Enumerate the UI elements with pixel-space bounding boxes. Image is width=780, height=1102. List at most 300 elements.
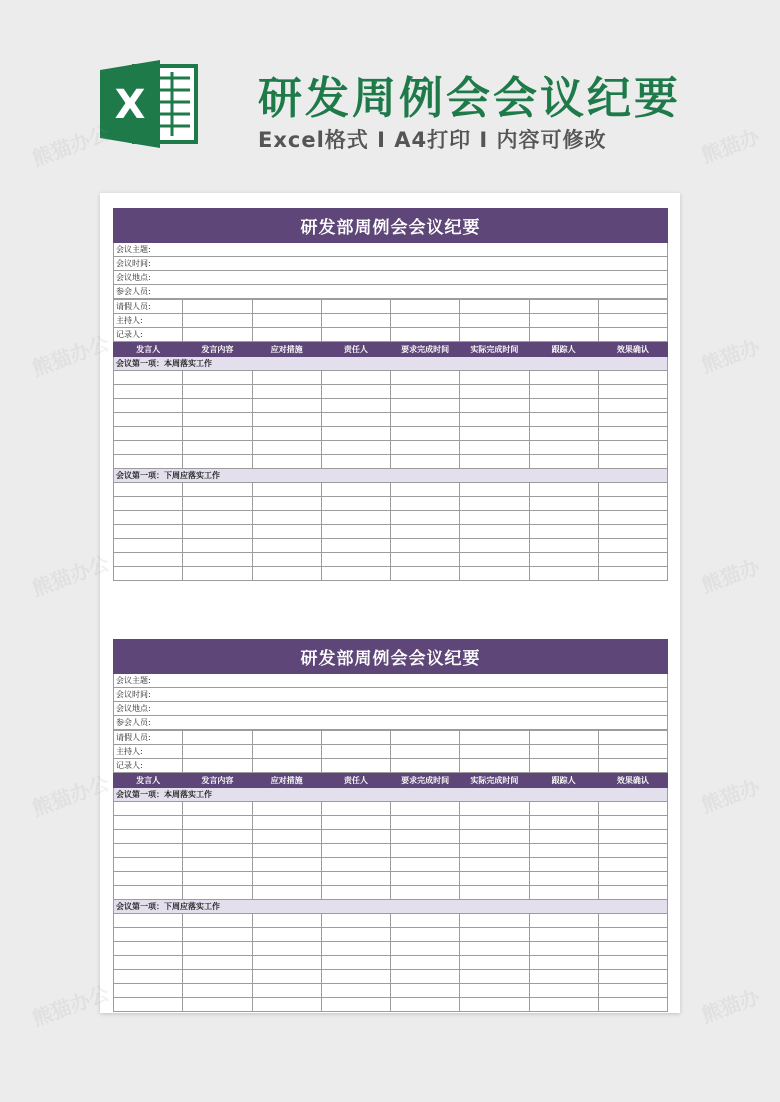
cell[interactable] <box>529 413 598 427</box>
cell[interactable] <box>391 525 460 539</box>
cell[interactable] <box>183 970 252 984</box>
cell[interactable] <box>183 998 252 1012</box>
cell[interactable] <box>183 745 252 759</box>
cell[interactable] <box>598 886 667 900</box>
cell[interactable] <box>529 802 598 816</box>
cell[interactable] <box>529 399 598 413</box>
cell[interactable] <box>183 525 252 539</box>
cell[interactable] <box>460 314 529 328</box>
cell[interactable] <box>460 886 529 900</box>
cell[interactable] <box>391 816 460 830</box>
cell[interactable] <box>252 956 321 970</box>
cell[interactable] <box>529 300 598 314</box>
cell[interactable] <box>252 328 321 342</box>
cell[interactable] <box>598 497 667 511</box>
column-header-row <box>114 342 668 357</box>
cell[interactable] <box>114 371 183 385</box>
cell[interactable] <box>529 745 598 759</box>
cell[interactable] <box>529 539 598 553</box>
cell[interactable] <box>183 928 252 942</box>
cell[interactable] <box>529 830 598 844</box>
cell[interactable] <box>391 844 460 858</box>
cell[interactable] <box>114 956 183 970</box>
cell[interactable] <box>598 567 667 581</box>
cell[interactable] <box>460 427 529 441</box>
cell[interactable] <box>183 385 252 399</box>
cell[interactable] <box>114 539 183 553</box>
cell[interactable] <box>529 844 598 858</box>
cell[interactable] <box>598 914 667 928</box>
cell[interactable] <box>529 385 598 399</box>
cell[interactable] <box>460 942 529 956</box>
cell[interactable] <box>114 998 183 1012</box>
table-row <box>114 441 668 455</box>
cell[interactable] <box>391 970 460 984</box>
table-row <box>114 539 668 553</box>
cell[interactable] <box>598 539 667 553</box>
table-row <box>114 455 668 469</box>
cell[interactable] <box>114 942 183 956</box>
cell[interactable] <box>529 872 598 886</box>
cell[interactable] <box>529 427 598 441</box>
cell[interactable] <box>183 759 252 773</box>
cell[interactable] <box>321 872 390 886</box>
cell[interactable] <box>114 914 183 928</box>
cell[interactable] <box>114 455 183 469</box>
cell[interactable] <box>460 300 529 314</box>
cell[interactable] <box>252 455 321 469</box>
cell[interactable] <box>529 956 598 970</box>
cell[interactable] <box>114 441 183 455</box>
cell[interactable] <box>252 858 321 872</box>
info-row: 会议主题: <box>113 674 668 688</box>
cell[interactable] <box>460 956 529 970</box>
cell[interactable] <box>321 816 390 830</box>
cell[interactable] <box>252 886 321 900</box>
cell[interactable] <box>183 427 252 441</box>
cell[interactable] <box>598 956 667 970</box>
cell[interactable] <box>252 427 321 441</box>
cell[interactable] <box>598 553 667 567</box>
cell[interactable] <box>114 816 183 830</box>
cell[interactable] <box>114 872 183 886</box>
cell[interactable] <box>391 413 460 427</box>
cell[interactable] <box>529 328 598 342</box>
cell[interactable] <box>391 511 460 525</box>
cell[interactable] <box>183 371 252 385</box>
cell[interactable] <box>598 759 667 773</box>
cell[interactable] <box>598 731 667 745</box>
cell[interactable] <box>183 731 252 745</box>
table-row <box>114 553 668 567</box>
cell[interactable] <box>321 759 390 773</box>
cell[interactable] <box>460 872 529 886</box>
cell[interactable] <box>114 802 183 816</box>
cell[interactable] <box>252 731 321 745</box>
cell[interactable] <box>460 385 529 399</box>
cell[interactable] <box>114 567 183 581</box>
cell[interactable] <box>529 928 598 942</box>
cell[interactable] <box>598 830 667 844</box>
minutes-table <box>113 299 668 581</box>
cell[interactable] <box>114 928 183 942</box>
cell[interactable] <box>391 858 460 872</box>
cell[interactable] <box>321 745 390 759</box>
cell[interactable] <box>252 984 321 998</box>
cell[interactable] <box>321 970 390 984</box>
cell[interactable] <box>460 928 529 942</box>
cell[interactable] <box>460 441 529 455</box>
cell[interactable] <box>321 399 390 413</box>
cell[interactable] <box>391 300 460 314</box>
cell[interactable] <box>321 998 390 1012</box>
cell[interactable] <box>321 553 390 567</box>
cell[interactable] <box>460 525 529 539</box>
cell[interactable] <box>391 539 460 553</box>
cell[interactable] <box>598 802 667 816</box>
cell[interactable] <box>460 497 529 511</box>
cell[interactable] <box>460 399 529 413</box>
cell[interactable] <box>183 300 252 314</box>
cell[interactable] <box>321 413 390 427</box>
table-row <box>114 385 668 399</box>
cell[interactable] <box>183 314 252 328</box>
cell[interactable] <box>391 759 460 773</box>
cell[interactable] <box>114 830 183 844</box>
cell[interactable] <box>529 984 598 998</box>
cell[interactable] <box>321 942 390 956</box>
cell[interactable] <box>460 844 529 858</box>
cell[interactable] <box>183 830 252 844</box>
cell[interactable] <box>183 816 252 830</box>
cell[interactable] <box>598 455 667 469</box>
cell[interactable] <box>391 928 460 942</box>
cell[interactable] <box>321 731 390 745</box>
cell[interactable] <box>598 328 667 342</box>
column-header: 应对措施 <box>252 773 321 788</box>
cell[interactable] <box>391 942 460 956</box>
cell[interactable] <box>321 567 390 581</box>
cell[interactable] <box>529 511 598 525</box>
cell[interactable] <box>321 886 390 900</box>
cell[interactable] <box>460 984 529 998</box>
cell[interactable] <box>391 385 460 399</box>
cell[interactable] <box>598 525 667 539</box>
cell[interactable] <box>529 886 598 900</box>
cell[interactable] <box>252 745 321 759</box>
cell[interactable] <box>460 455 529 469</box>
cell[interactable] <box>321 314 390 328</box>
cell[interactable] <box>114 844 183 858</box>
cell[interactable] <box>252 816 321 830</box>
cell[interactable] <box>321 511 390 525</box>
cell[interactable] <box>321 525 390 539</box>
cell[interactable] <box>321 371 390 385</box>
people-row <box>114 328 668 342</box>
cell[interactable] <box>321 956 390 970</box>
cell[interactable] <box>529 816 598 830</box>
table-row <box>114 483 668 497</box>
cell[interactable] <box>114 858 183 872</box>
cell: 记录人: <box>114 759 183 773</box>
cell[interactable] <box>252 539 321 553</box>
cell[interactable] <box>598 413 667 427</box>
cell[interactable] <box>321 427 390 441</box>
cell[interactable] <box>391 914 460 928</box>
page-header <box>0 0 780 190</box>
section-label: 会议第一项：本周落实工作 <box>114 788 668 802</box>
cell[interactable] <box>460 816 529 830</box>
cell[interactable] <box>114 399 183 413</box>
cell[interactable] <box>114 497 183 511</box>
cell[interactable] <box>460 539 529 553</box>
cell[interactable] <box>252 399 321 413</box>
cell[interactable] <box>183 858 252 872</box>
info-row: 会议主题: <box>113 243 668 257</box>
cell[interactable] <box>460 413 529 427</box>
cell[interactable] <box>252 483 321 497</box>
cell[interactable] <box>391 956 460 970</box>
cell[interactable] <box>460 802 529 816</box>
cell[interactable] <box>598 511 667 525</box>
cell[interactable] <box>529 914 598 928</box>
cell[interactable] <box>391 328 460 342</box>
cell[interactable] <box>183 872 252 886</box>
cell[interactable] <box>321 928 390 942</box>
cell[interactable] <box>183 441 252 455</box>
cell[interactable] <box>391 998 460 1012</box>
cell[interactable] <box>529 970 598 984</box>
cell[interactable] <box>183 328 252 342</box>
cell[interactable] <box>391 441 460 455</box>
cell[interactable] <box>183 399 252 413</box>
cell[interactable] <box>529 942 598 956</box>
cell[interactable] <box>598 816 667 830</box>
cell[interactable] <box>321 830 390 844</box>
section-label: 会议第一项：下周应落实工作 <box>114 900 668 914</box>
cell[interactable] <box>529 314 598 328</box>
cell[interactable] <box>252 553 321 567</box>
cell[interactable] <box>183 497 252 511</box>
cell[interactable] <box>183 483 252 497</box>
cell[interactable] <box>460 914 529 928</box>
cell[interactable] <box>598 998 667 1012</box>
cell[interactable] <box>114 511 183 525</box>
cell[interactable] <box>321 483 390 497</box>
cell[interactable] <box>460 553 529 567</box>
cell[interactable] <box>183 956 252 970</box>
cell[interactable] <box>321 441 390 455</box>
cell[interactable] <box>252 413 321 427</box>
cell[interactable] <box>114 483 183 497</box>
people-row <box>114 759 668 773</box>
cell[interactable] <box>598 928 667 942</box>
cell[interactable] <box>460 511 529 525</box>
cell[interactable] <box>598 385 667 399</box>
cell[interactable] <box>114 525 183 539</box>
cell[interactable] <box>321 455 390 469</box>
cell[interactable] <box>529 455 598 469</box>
cell[interactable] <box>391 872 460 886</box>
cell[interactable] <box>460 745 529 759</box>
cell[interactable] <box>252 511 321 525</box>
minutes-sheet-1 <box>113 208 668 581</box>
cell[interactable] <box>183 914 252 928</box>
cell[interactable] <box>391 399 460 413</box>
column-header: 应对措施 <box>252 342 321 357</box>
cell[interactable] <box>598 858 667 872</box>
cell[interactable] <box>391 830 460 844</box>
cell[interactable] <box>252 525 321 539</box>
table-row <box>114 872 668 886</box>
cell[interactable] <box>252 759 321 773</box>
cell[interactable] <box>183 942 252 956</box>
cell[interactable] <box>460 830 529 844</box>
cell[interactable] <box>529 371 598 385</box>
cell[interactable] <box>252 802 321 816</box>
cell[interactable] <box>183 844 252 858</box>
cell[interactable] <box>321 539 390 553</box>
cell[interactable] <box>391 731 460 745</box>
cell[interactable] <box>252 314 321 328</box>
cell[interactable] <box>252 567 321 581</box>
cell[interactable] <box>529 567 598 581</box>
cell[interactable] <box>460 328 529 342</box>
cell[interactable] <box>391 497 460 511</box>
cell[interactable] <box>460 567 529 581</box>
cell[interactable] <box>391 371 460 385</box>
cell[interactable] <box>598 300 667 314</box>
cell[interactable] <box>460 998 529 1012</box>
cell: 请假人员: <box>114 300 183 314</box>
cell[interactable] <box>252 844 321 858</box>
cell[interactable] <box>598 399 667 413</box>
cell[interactable] <box>460 731 529 745</box>
cell[interactable] <box>252 942 321 956</box>
cell[interactable] <box>598 427 667 441</box>
cell[interactable] <box>183 553 252 567</box>
cell[interactable] <box>529 759 598 773</box>
cell[interactable] <box>598 745 667 759</box>
cell[interactable] <box>321 914 390 928</box>
cell[interactable] <box>321 844 390 858</box>
cell[interactable] <box>391 567 460 581</box>
table-row <box>114 844 668 858</box>
cell[interactable] <box>529 998 598 1012</box>
cell[interactable] <box>460 371 529 385</box>
cell[interactable] <box>183 539 252 553</box>
column-header: 实际完成时间 <box>460 773 529 788</box>
cell[interactable] <box>114 984 183 998</box>
cell[interactable] <box>252 970 321 984</box>
cell[interactable] <box>598 872 667 886</box>
cell[interactable] <box>183 511 252 525</box>
cell[interactable] <box>321 385 390 399</box>
cell[interactable] <box>460 858 529 872</box>
section-row <box>114 900 668 914</box>
cell[interactable] <box>114 413 183 427</box>
cell[interactable] <box>391 984 460 998</box>
cell[interactable] <box>252 914 321 928</box>
cell[interactable] <box>598 371 667 385</box>
cell[interactable] <box>391 427 460 441</box>
cell[interactable] <box>321 497 390 511</box>
cell[interactable] <box>460 759 529 773</box>
cell[interactable] <box>183 802 252 816</box>
cell[interactable] <box>183 567 252 581</box>
cell[interactable] <box>321 328 390 342</box>
cell[interactable] <box>321 984 390 998</box>
cell[interactable] <box>321 858 390 872</box>
cell[interactable] <box>391 455 460 469</box>
cell[interactable] <box>598 942 667 956</box>
cell[interactable] <box>529 553 598 567</box>
table-row <box>114 886 668 900</box>
page-subtitle: Excel格式 I A4打印 I 内容可修改 <box>258 128 607 152</box>
cell[interactable] <box>252 497 321 511</box>
cell[interactable] <box>114 385 183 399</box>
cell[interactable] <box>252 371 321 385</box>
cell[interactable] <box>252 441 321 455</box>
cell[interactable] <box>529 858 598 872</box>
cell[interactable] <box>183 455 252 469</box>
cell[interactable] <box>529 731 598 745</box>
cell[interactable] <box>183 984 252 998</box>
cell[interactable] <box>460 483 529 497</box>
cell[interactable] <box>460 970 529 984</box>
table-row <box>114 399 668 413</box>
cell[interactable] <box>252 300 321 314</box>
cell[interactable] <box>391 745 460 759</box>
cell[interactable] <box>529 525 598 539</box>
table-row <box>114 525 668 539</box>
cell[interactable] <box>183 413 252 427</box>
cell[interactable] <box>598 441 667 455</box>
cell[interactable] <box>391 314 460 328</box>
cell[interactable] <box>114 886 183 900</box>
cell[interactable] <box>252 872 321 886</box>
cell[interactable] <box>598 970 667 984</box>
column-header: 效果确认 <box>598 773 667 788</box>
cell[interactable] <box>391 802 460 816</box>
cell[interactable] <box>598 844 667 858</box>
cell[interactable] <box>391 886 460 900</box>
cell[interactable] <box>114 970 183 984</box>
table-row <box>114 567 668 581</box>
cell[interactable] <box>321 802 390 816</box>
table-row <box>114 816 668 830</box>
column-header: 责任人 <box>321 773 390 788</box>
cell[interactable] <box>252 385 321 399</box>
cell[interactable] <box>598 984 667 998</box>
cell[interactable] <box>252 998 321 1012</box>
cell[interactable] <box>391 483 460 497</box>
cell[interactable] <box>183 886 252 900</box>
cell[interactable] <box>252 928 321 942</box>
cell[interactable] <box>529 441 598 455</box>
cell[interactable] <box>598 483 667 497</box>
cell[interactable] <box>114 427 183 441</box>
info-row: 会议地点: <box>113 702 668 716</box>
cell[interactable] <box>114 553 183 567</box>
table-row <box>114 413 668 427</box>
cell[interactable] <box>321 300 390 314</box>
cell[interactable] <box>598 314 667 328</box>
cell[interactable] <box>529 497 598 511</box>
cell[interactable] <box>391 553 460 567</box>
cell[interactable] <box>529 483 598 497</box>
cell[interactable] <box>252 830 321 844</box>
